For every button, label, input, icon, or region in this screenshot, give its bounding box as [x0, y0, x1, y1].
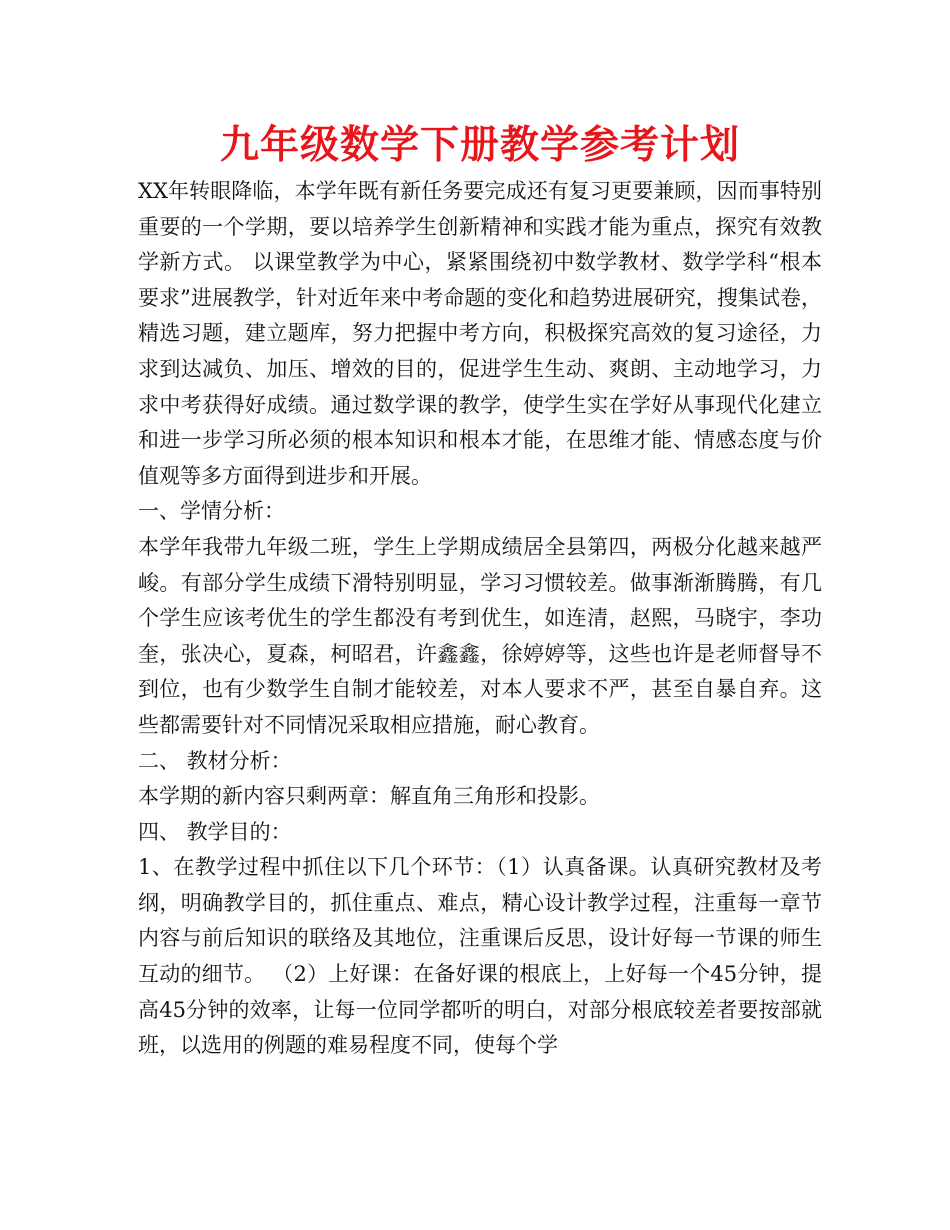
section-heading-student-analysis: 一、学情分析： — [138, 499, 285, 524]
section-heading-textbook-analysis: 二、 教材分析： — [138, 748, 292, 773]
document-title: 九年级数学下册教学参考计划 — [219, 123, 740, 168]
teaching-goals-paragraph: 1、在教学过程中抓住以下几个环节：（1）认真备课。认真研究教材及考纲，明确教学目的，抓住重点、难点，精心设计教学过程，注重每一章节内容与前后知识的联络及其地位，注重课后反思，设计好每一节课的师生互动的细节。 （2）上好课：在备好课的根底上，上好每一个45分钟，提高45分钟的效率，让每一位同学都听的明白，对部分根底较差者要按部就班，以选用的例题的难易程度不同，使每个学 — [138, 855, 822, 1058]
student-analysis-paragraph: 本学年我带九年级二班，学生上学期成绩居全县第四，两极分化越来越严峻。有部分学生成绩下滑特别明显，学习习惯较差。做事渐渐腾腾，有几个学生应该考优生的学生都没有考到优生，如连清，赵熙，马晓宇，李功奎，张决心，夏森，柯昭君，许鑫鑫，徐婷婷等，这些也许是老师督导不到位，也有少数学生自制才能较差，对本人要求不严，甚至自暴自弃。这些都需要针对不同情况采取相应措施，耐心教育。 — [138, 534, 822, 737]
section-heading-teaching-goals: 四、 教学目的： — [138, 819, 292, 844]
document-page — [138, 118, 822, 1064]
textbook-analysis-paragraph: 本学期的新内容只剩两章：解直角三角形和投影。 — [138, 784, 600, 809]
intro-paragraph: XX年转眼降临，本学年既有新任务要完成还有复习更要兼顾，因而事特别重要的一个学期，要以培养学生创新精神和实践才能为重点，探究有效教学新方式。 以课堂教学为中心，紧紧围绕初中数学教材、数学学科“根本要求”进展教学，针对近年来中考命题的变化和趋势进展研究，搜集试卷，精选习题，建立题库，努力把握中考方向，积极探究高效的复习途径，力求到达减负、加压、增效的目的，促进学生生动、爽朗、主动地学习，力求中考获得好成绩。通过数学课的教学，使学生实在学好从事现代化建立和进一步学习所必须的根本知识和根本才能，在思维才能、情感态度与价值观等多方面得到进步和开展。 — [138, 179, 822, 488]
